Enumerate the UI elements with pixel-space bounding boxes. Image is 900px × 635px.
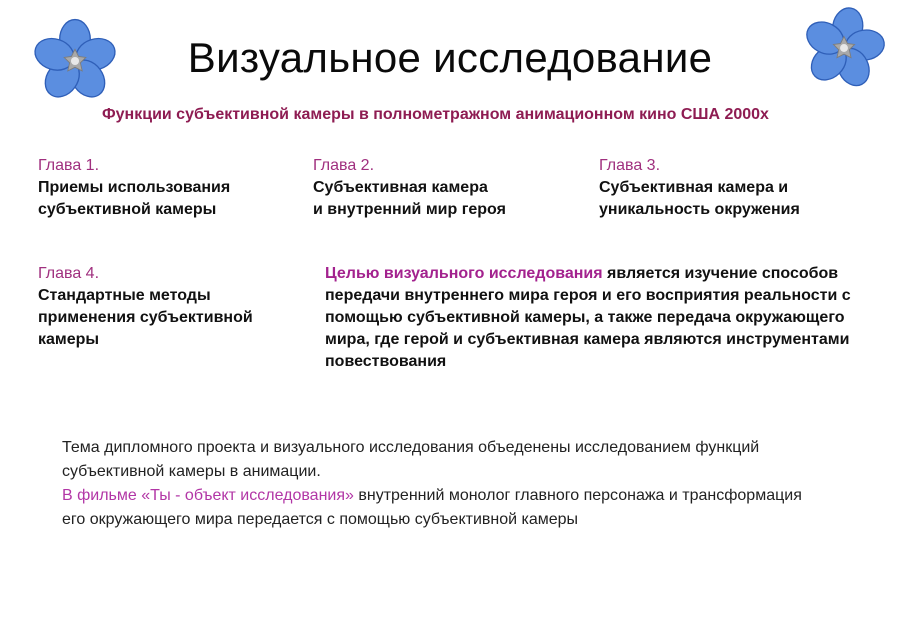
chapter-3-title: Субъективная камера и уникальность окружения	[599, 179, 800, 218]
summary-line-2-text: внутренний монолог главного персонажа и трансформация его окружающего мира передается с помощью субъективной камеры	[62, 487, 802, 528]
chapter-4	[38, 263, 298, 351]
summary-paragraph	[62, 436, 822, 532]
page-subtitle: Функции субъективной камеры в полнометражном анимационном кино США 2000х	[102, 106, 769, 123]
chapter-2-label: Глава 2.	[313, 157, 375, 174]
chapter-2	[313, 155, 506, 221]
chapter-1-label: Глава 1.	[38, 157, 100, 174]
research-goal-text: является изучение способов передачи внутреннего мира героя и его восприятия реальности с помощью субъективной камеры, а также передача окружающего мира, где герой и субъективная камера являются инструментами повествования	[325, 265, 851, 370]
research-goal-highlight: Целью визуального исследования	[325, 265, 603, 282]
summary-line-1: Тема дипломного проекта и визуального исследования объеденены исследованием функций субъективной камеры в анимации.	[62, 439, 760, 480]
chapter-4-label: Глава 4.	[38, 265, 100, 282]
summary-line-2	[62, 484, 822, 532]
chapter-4-title: Стандартные методы применения субъективной камеры	[38, 287, 253, 348]
chapter-1	[38, 155, 230, 221]
page-title: Визуальное исследование	[187, 34, 713, 81]
chapter-3	[599, 155, 800, 221]
research-goal	[325, 263, 855, 373]
chapter-1-title: Приемы использования субъективной камеры	[38, 179, 231, 218]
chapter-2-title: Субъективная камера и внутренний мир героя	[313, 179, 506, 218]
chapter-3-label: Глава 3.	[599, 157, 661, 174]
film-title-highlight: В фильме «Ты - объект исследования»	[62, 487, 354, 504]
